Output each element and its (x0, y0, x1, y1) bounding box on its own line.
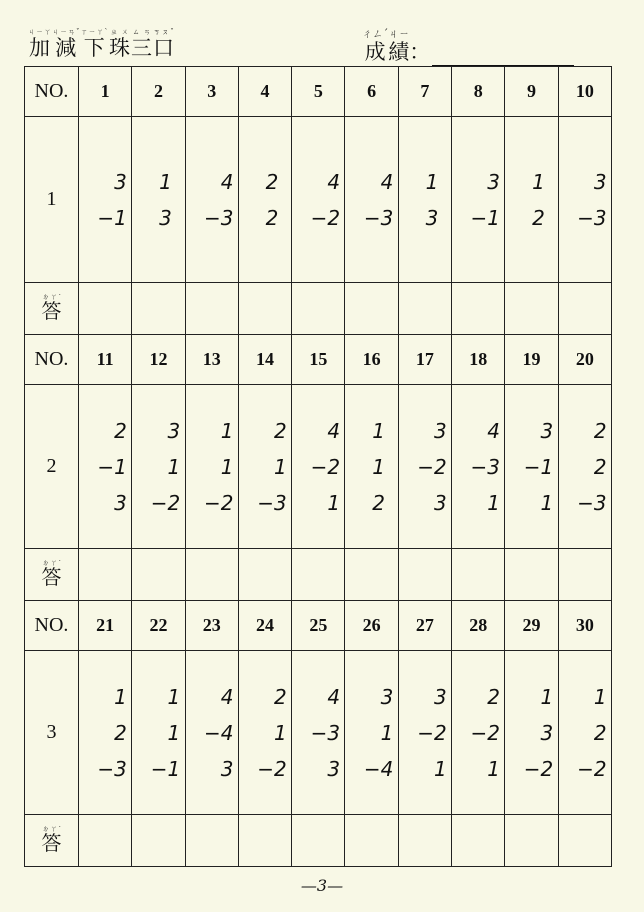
problem-value: 4 (327, 684, 341, 709)
problem-cell (558, 117, 611, 283)
problem-value: 3 (425, 205, 439, 230)
answer-cell[interactable] (505, 549, 558, 601)
problem-value: −3 (310, 720, 341, 745)
problem-cell (185, 117, 238, 283)
problem-value: −2 (310, 454, 341, 479)
problem-value: 2 (487, 684, 500, 709)
answer-cell[interactable] (558, 815, 611, 867)
problem-number: 21 (79, 601, 132, 651)
problem-value: −2 (470, 720, 500, 745)
problem-number: 20 (558, 335, 611, 385)
problem-cell (452, 117, 505, 283)
problem-row (25, 651, 612, 815)
score-label (362, 28, 410, 64)
answer-label: 答ㄉㄚˊ (41, 559, 62, 589)
problem-value: 1 (372, 454, 385, 479)
problem-stack (403, 679, 446, 787)
answer-row (25, 283, 612, 335)
number-row (25, 67, 612, 117)
problem-stack (456, 164, 499, 236)
problem-value: 1 (487, 756, 500, 781)
problem-number: 27 (398, 601, 451, 651)
section-label: 2 (25, 385, 79, 549)
problem-value: 4 (380, 169, 394, 194)
problem-stack (563, 679, 606, 787)
answer-cell[interactable] (398, 549, 451, 601)
section-label: 3 (25, 651, 79, 815)
header.title_chars-char: 加ㄐㄧㄚ (28, 28, 52, 60)
problem-number: 13 (185, 335, 238, 385)
problem-stack (456, 413, 499, 521)
problem-value: 2 (593, 720, 607, 745)
score-field (362, 28, 574, 66)
answer-cell[interactable] (79, 549, 132, 601)
problem-cell (292, 117, 345, 283)
problem-value: 3 (380, 684, 394, 709)
header.title_chars-char: 下ㄒㄧㄚˋ (80, 28, 109, 60)
problem-value: 3 (540, 418, 554, 443)
answer-cell[interactable] (292, 815, 345, 867)
problem-value: −2 (310, 205, 341, 230)
answer-cell[interactable] (79, 815, 132, 867)
problem-cell (238, 117, 291, 283)
problem-value: 3 (114, 490, 127, 515)
worksheet-header (28, 28, 608, 64)
problem-value: 2 (114, 418, 127, 443)
problem-stack (350, 164, 393, 236)
header.title_chars-char: 口ㄎㄡˇ (153, 28, 175, 60)
answer-cell[interactable] (398, 283, 451, 335)
number-row (25, 335, 612, 385)
answer-cell[interactable] (238, 549, 291, 601)
problem-number: 8 (452, 67, 505, 117)
problem-cell (238, 385, 291, 549)
problem-cell (505, 385, 558, 549)
answer-cell[interactable] (345, 283, 398, 335)
problem-value: −3 (577, 205, 607, 230)
problem-value: 3 (220, 756, 234, 781)
problem-stack (190, 413, 233, 521)
answer-cell[interactable] (238, 283, 291, 335)
answer-cell[interactable] (132, 815, 185, 867)
answer-label-cell (25, 815, 79, 867)
answer-cell[interactable] (185, 283, 238, 335)
problem-value: 4 (487, 418, 500, 443)
problem-value: 1 (159, 169, 172, 194)
problem-number: 30 (558, 601, 611, 651)
answer-cell[interactable] (505, 283, 558, 335)
problem-row (25, 117, 612, 283)
problem-cell (79, 651, 132, 815)
problem-value: 4 (220, 684, 234, 709)
problem-value: 1 (167, 720, 181, 745)
problem-cell (558, 385, 611, 549)
problem-stack (518, 164, 545, 236)
problem-value: 3 (433, 684, 447, 709)
problem-number: 4 (238, 67, 291, 117)
answer-cell[interactable] (345, 549, 398, 601)
problem-stack (456, 679, 499, 787)
problem-stack (350, 679, 393, 787)
problem-value: −2 (523, 756, 554, 781)
header.title_chars-char: 三ㄙㄢ (131, 28, 153, 60)
problem-value: 1 (274, 720, 287, 745)
problem-value: −3 (470, 454, 500, 479)
problem-value: 1 (487, 490, 500, 515)
problem-stack (243, 679, 286, 787)
problem-stack (297, 679, 340, 787)
problem-stack (145, 164, 172, 236)
problem-cell (185, 651, 238, 815)
header.score_chars-char: 成ㄔㄥˊ (362, 28, 389, 64)
answer-row (25, 815, 612, 867)
problem-value: −2 (417, 720, 447, 745)
problem-number: 25 (292, 601, 345, 651)
problem-value: 3 (487, 169, 500, 194)
problem-stack (243, 413, 286, 521)
problem-value: 2 (114, 720, 127, 745)
worksheet-title (28, 28, 175, 62)
problem-value: 3 (593, 169, 607, 194)
score-colon: ： (409, 40, 431, 64)
problem-cell (79, 385, 132, 549)
score-blank-line[interactable] (432, 45, 574, 66)
problem-value: −3 (97, 756, 127, 781)
problem-value: 3 (433, 418, 447, 443)
answer-cell[interactable] (292, 549, 345, 601)
problem-number: 7 (398, 67, 451, 117)
worksheet-table (24, 66, 612, 867)
problem-value: 1 (327, 490, 341, 515)
problem-value: −4 (204, 720, 234, 745)
problem-cell (292, 385, 345, 549)
problem-value: −2 (257, 756, 287, 781)
problem-cell (558, 651, 611, 815)
problem-value: −2 (577, 756, 607, 781)
problem-cell (132, 385, 185, 549)
answer-cell[interactable] (452, 549, 505, 601)
problem-value: −3 (577, 490, 607, 515)
header.title_chars-char: 珠ㄓㄨ (109, 28, 131, 60)
problem-number: 12 (132, 335, 185, 385)
problem-stack (358, 413, 385, 521)
problem-cell (505, 117, 558, 283)
number-row (25, 601, 612, 651)
problem-stack (83, 164, 126, 236)
answer-label: 答ㄉㄚˊ (41, 293, 62, 323)
problem-number: 17 (398, 335, 451, 385)
problem-value: 1 (532, 169, 545, 194)
answer-label: 答ㄉㄚˊ (41, 825, 62, 855)
problem-value: 1 (274, 454, 287, 479)
problem-cell (452, 385, 505, 549)
problem-value: 3 (540, 720, 554, 745)
problem-cell (452, 651, 505, 815)
problem-cell (505, 651, 558, 815)
problem-value: −1 (523, 454, 554, 479)
problem-stack (412, 164, 439, 236)
problem-stack (297, 164, 340, 236)
problem-value: −1 (470, 205, 500, 230)
problem-value: 1 (425, 169, 439, 194)
problem-stack (403, 413, 446, 521)
problem-number: 16 (345, 335, 398, 385)
problem-stack (252, 164, 279, 236)
problem-stack (83, 413, 126, 521)
problem-number: 23 (185, 601, 238, 651)
problem-value: 4 (327, 169, 341, 194)
answer-cell[interactable] (292, 283, 345, 335)
no-label: NO. (25, 67, 79, 117)
problem-cell (398, 385, 451, 549)
problem-cell (185, 385, 238, 549)
problem-number: 18 (452, 335, 505, 385)
answer-cell[interactable] (452, 283, 505, 335)
section-label: 1 (25, 117, 79, 283)
answer-cell[interactable] (238, 815, 291, 867)
answer-cell[interactable] (132, 549, 185, 601)
answer-cell[interactable] (345, 815, 398, 867)
problem-number: 2 (132, 67, 185, 117)
problem-value: 3 (167, 418, 181, 443)
problem-number: 6 (345, 67, 398, 117)
problem-number: 14 (238, 335, 291, 385)
answer-label-cell (25, 549, 79, 601)
problem-stack (83, 679, 126, 787)
problem-stack (137, 413, 180, 521)
problem-number: 1 (79, 67, 132, 117)
problem-value: 1 (540, 490, 554, 515)
problem-value: 2 (274, 684, 287, 709)
problem-cell (292, 651, 345, 815)
problem-value: −3 (363, 205, 394, 230)
problem-value: −1 (97, 205, 127, 230)
problem-value: 1 (114, 684, 127, 709)
problem-stack (297, 413, 340, 521)
answer-cell[interactable] (505, 815, 558, 867)
problem-value: 1 (220, 454, 234, 479)
problem-value: 2 (265, 205, 279, 230)
problem-value: 3 (114, 169, 127, 194)
problem-number: 9 (505, 67, 558, 117)
problem-value: 2 (532, 205, 545, 230)
answer-cell[interactable] (79, 283, 132, 335)
problem-cell (79, 117, 132, 283)
problem-number: 11 (79, 335, 132, 385)
problem-number: 24 (238, 601, 291, 651)
answer-cell[interactable] (132, 283, 185, 335)
problem-value: −2 (150, 490, 181, 515)
header.title_chars-char: 減ㄐㄧㄢˇ (52, 28, 81, 60)
problem-stack (510, 413, 553, 521)
problem-stack (563, 164, 606, 236)
problem-value: −2 (417, 454, 447, 479)
no-label: NO. (25, 601, 79, 651)
problem-value: 1 (167, 454, 181, 479)
problem-value: 2 (372, 490, 385, 515)
problem-value: 2 (593, 454, 607, 479)
problem-cell (132, 117, 185, 283)
problem-value: 2 (274, 418, 287, 443)
problem-cell (345, 651, 398, 815)
problem-value: 1 (167, 684, 181, 709)
answer-cell[interactable] (185, 815, 238, 867)
problem-value: 1 (593, 684, 607, 709)
problem-value: 1 (380, 720, 394, 745)
problem-value: −1 (97, 454, 127, 479)
problem-cell (238, 651, 291, 815)
problem-cell (345, 117, 398, 283)
header.score_chars-char: 績ㄐㄧ (388, 28, 410, 64)
problem-number: 15 (292, 335, 345, 385)
problem-number: 3 (185, 67, 238, 117)
problem-value: 3 (433, 490, 447, 515)
answer-cell[interactable] (398, 815, 451, 867)
problem-value: −3 (204, 205, 234, 230)
problem-number: 22 (132, 601, 185, 651)
problem-value: 4 (327, 418, 341, 443)
answer-cell[interactable] (558, 549, 611, 601)
answer-cell[interactable] (185, 549, 238, 601)
problem-value: 1 (540, 684, 554, 709)
problem-value: −4 (363, 756, 394, 781)
problem-stack (563, 413, 606, 521)
problem-value: 3 (159, 205, 172, 230)
problem-stack (190, 679, 233, 787)
problem-number: 29 (505, 601, 558, 651)
problem-value: 1 (372, 418, 385, 443)
problem-cell (398, 117, 451, 283)
no-label: NO. (25, 335, 79, 385)
problem-value: 1 (220, 418, 234, 443)
problem-value: 3 (327, 756, 341, 781)
problem-stack (137, 679, 180, 787)
answer-cell[interactable] (558, 283, 611, 335)
problem-cell (345, 385, 398, 549)
problem-number: 19 (505, 335, 558, 385)
problem-number: 5 (292, 67, 345, 117)
problem-number: 26 (345, 601, 398, 651)
answer-label-cell (25, 283, 79, 335)
problem-cell (398, 651, 451, 815)
answer-cell[interactable] (452, 815, 505, 867)
problem-number: 10 (558, 67, 611, 117)
problem-number: 28 (452, 601, 505, 651)
problem-value: −2 (204, 490, 234, 515)
problem-value: −3 (257, 490, 287, 515)
problem-stack (190, 164, 233, 236)
problem-stack (510, 679, 553, 787)
problem-value: 4 (220, 169, 234, 194)
problem-value: 2 (593, 418, 607, 443)
answer-row (25, 549, 612, 601)
problem-value: −1 (150, 756, 181, 781)
problem-row (25, 385, 612, 549)
problem-cell (132, 651, 185, 815)
problem-value: 2 (265, 169, 279, 194)
page-number: —3— (300, 876, 344, 895)
problem-value: 1 (433, 756, 447, 781)
